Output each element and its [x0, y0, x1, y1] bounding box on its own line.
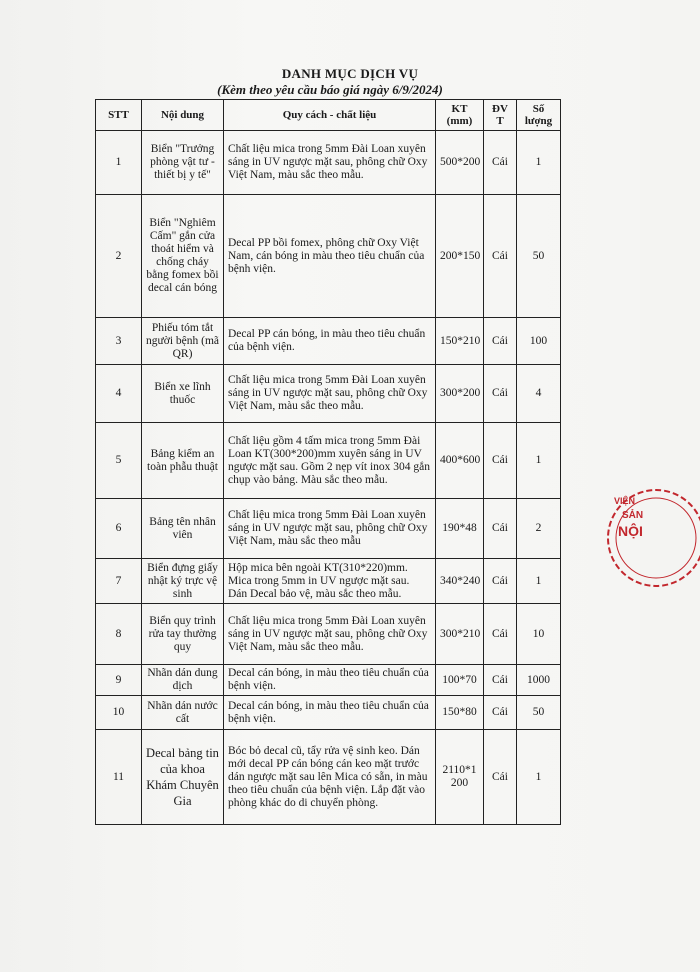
cell-stt: 10	[96, 696, 142, 730]
cell-content: Biển "Nghiêm Cấm" gắn cửa thoát hiểm và chống cháy bằng fomex bồi decal cán bóng	[142, 195, 224, 318]
cell-spec: Chất liệu mica trong 5mm Đài Loan xuyên sáng in UV ngược mặt sau, phông chữ Oxy Việt Nam, màu sắc theo mẫu.	[224, 131, 436, 195]
cell-quantity: 50	[517, 195, 561, 318]
header-quantity: Số lượng	[517, 100, 561, 131]
cell-spec: Decal cán bóng, in màu theo tiêu chuẩn của bệnh viện.	[224, 696, 436, 730]
cell-unit: Cái	[484, 318, 517, 365]
cell-spec: Decal cán bóng, in màu theo tiêu chuẩn của bệnh viện.	[224, 665, 436, 696]
cell-quantity: 100	[517, 318, 561, 365]
table-row	[96, 730, 561, 825]
table-row	[96, 665, 561, 696]
cell-size: 300*200	[436, 365, 484, 423]
header-spec: Quy cách - chất liệu	[224, 100, 436, 131]
cell-spec: Bóc bỏ decal cũ, tẩy rửa vệ sinh keo. Dán mới decal PP cán bóng cán keo mặt trước dán ngược mặt sau lên Mica có sẵn, in màu theo tiêu chuẩn của bệnh viện. Lắp đặt vào phòng khác do di chuyển phòng.	[224, 730, 436, 825]
cell-size: 500*200	[436, 131, 484, 195]
header-stt: STT	[96, 100, 142, 131]
cell-stt: 4	[96, 365, 142, 423]
cell-content: Biển "Trưởng phòng vật tư - thiết bị y tế"	[142, 131, 224, 195]
cell-stt: 9	[96, 665, 142, 696]
stamp-text-2: SẢN	[622, 510, 644, 521]
cell-size: 200*150	[436, 195, 484, 318]
cell-unit: Cái	[484, 730, 517, 825]
table-row	[96, 318, 561, 365]
document-title: DANH MỤC DỊCH VỤ	[281, 66, 419, 81]
stamp-text-3: NỘI	[618, 523, 643, 539]
document-subtitle: (Kèm theo yêu cầu báo giá ngày 6/9/2024)	[217, 82, 443, 97]
cell-stt: 2	[96, 195, 142, 318]
cell-content: Biển xe lĩnh thuốc	[142, 365, 224, 423]
cell-stt: 7	[96, 559, 142, 604]
cell-stt: 5	[96, 423, 142, 499]
table-row	[96, 365, 561, 423]
cell-spec: Decal PP bồi fomex, phông chữ Oxy Việt Nam, cán bóng in màu theo tiêu chuẩn của bệnh viện.	[224, 195, 436, 318]
cell-content: Nhãn dán nước cất	[142, 696, 224, 730]
cell-size: 190*48	[436, 499, 484, 559]
cell-size: 150*210	[436, 318, 484, 365]
cell-content: Biển quy trình rửa tay thường quy	[142, 604, 224, 665]
cell-quantity: 2	[517, 499, 561, 559]
cell-quantity: 1	[517, 730, 561, 825]
cell-spec: Chất liệu gồm 4 tấm mica trong 5mm Đài Loan KT(300*200)mm xuyên sáng in UV ngược mặt sau. Gồm 2 nẹp vít inox 304 gắn chụp vào bảng. Màu sắc theo mẫu.	[224, 423, 436, 499]
cell-content: Bảng kiểm an toàn phẫu thuật	[142, 423, 224, 499]
table-header-row	[96, 100, 561, 131]
cell-content: Nhãn dán dung dịch	[142, 665, 224, 696]
cell-unit: Cái	[484, 665, 517, 696]
table-row	[96, 499, 561, 559]
cell-stt: 1	[96, 131, 142, 195]
cell-unit: Cái	[484, 559, 517, 604]
red-seal-stamp	[604, 430, 674, 680]
cell-size: 100*70	[436, 665, 484, 696]
table-row	[96, 604, 561, 665]
service-table	[95, 99, 561, 825]
cell-stt: 11	[96, 730, 142, 825]
table-row	[96, 559, 561, 604]
cell-spec: Decal PP cán bóng, in màu theo tiêu chuẩn của bệnh viện.	[224, 318, 436, 365]
cell-spec: Chất liệu mica trong 5mm Đài Loan xuyên sáng in UV ngược mặt sau, phông chữ Oxy Việt Nam, màu sắc theo mẫu	[224, 499, 436, 559]
cell-unit: Cái	[484, 195, 517, 318]
header-size: KT (mm)	[436, 100, 484, 131]
cell-size: 400*600	[436, 423, 484, 499]
cell-quantity: 1000	[517, 665, 561, 696]
cell-unit: Cái	[484, 131, 517, 195]
cell-size: 340*240	[436, 559, 484, 604]
header-content: Nội dung	[142, 100, 224, 131]
cell-quantity: 1	[517, 131, 561, 195]
table-row	[96, 195, 561, 318]
cell-stt: 8	[96, 604, 142, 665]
cell-size: 300*210	[436, 604, 484, 665]
cell-unit: Cái	[484, 499, 517, 559]
cell-quantity: 1	[517, 559, 561, 604]
cell-content: Phiếu tóm tắt người bệnh (mã QR)	[142, 318, 224, 365]
cell-content: Decal bảng tin của khoa Khám Chuyên Gia	[142, 730, 224, 825]
cell-unit: Cái	[484, 423, 517, 499]
table-row	[96, 423, 561, 499]
cell-spec: Hộp mica bên ngoài KT(310*220)mm. Mica trong 5mm in UV ngược mặt sau. Dán Decal bảo vệ, màu sắc theo mẫu.	[224, 559, 436, 604]
cell-size: 2110*1200	[436, 730, 484, 825]
cell-quantity: 50	[517, 696, 561, 730]
cell-quantity: 4	[517, 365, 561, 423]
cell-quantity: 1	[517, 423, 561, 499]
stamp-text-1: VIỆN	[614, 496, 636, 506]
cell-unit: Cái	[484, 696, 517, 730]
cell-quantity: 10	[517, 604, 561, 665]
cell-size: 150*80	[436, 696, 484, 730]
cell-unit: Cái	[484, 365, 517, 423]
cell-content: Biển đựng giấy nhật ký trực vệ sinh	[142, 559, 224, 604]
table-row	[96, 696, 561, 730]
header-unit: ĐV T	[484, 100, 517, 131]
cell-spec: Chất liệu mica trong 5mm Đài Loan xuyên sáng in UV ngược mặt sau, phông chữ Oxy Việt Nam, màu sắc theo mẫu.	[224, 604, 436, 665]
cell-stt: 3	[96, 318, 142, 365]
cell-spec: Chất liệu mica trong 5mm Đài Loan xuyên sáng in UV ngược mặt sau, phông chữ Oxy Việt Nam, màu sắc theo mẫu.	[224, 365, 436, 423]
cell-unit: Cái	[484, 604, 517, 665]
cell-stt: 6	[96, 499, 142, 559]
cell-content: Bảng tên nhân viên	[142, 499, 224, 559]
table-row	[96, 131, 561, 195]
